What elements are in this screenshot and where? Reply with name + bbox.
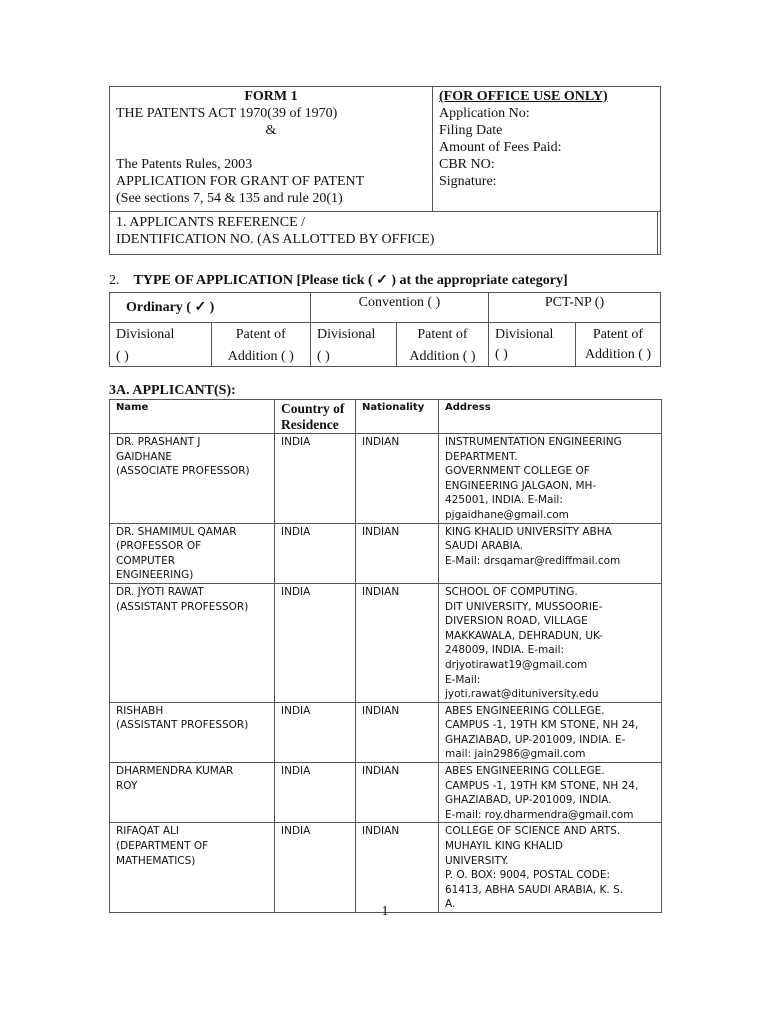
applicant-address: SCHOOL OF COMPUTING. DIT UNIVERSITY, MUSSOORIE- DIVERSION ROAD, VILLAGE MAKKAWALA, DEHRADUN, UK- 248009, INDIA. E-mail: drjyotirawat19@gmail.com E-Mail: jyoti.rawat@dituniversity.edu xyxy=(439,583,662,702)
applicant-country: INDIA xyxy=(275,763,356,823)
office-use-cell xyxy=(433,87,661,212)
applicant-country: INDIA xyxy=(275,523,356,583)
applicant-name: RIFAQAT ALI (DEPARTMENT OF MATHEMATICS) xyxy=(110,823,275,913)
table-row xyxy=(110,583,662,702)
table-row xyxy=(110,763,662,823)
table-row xyxy=(110,523,662,583)
page-number: 1 xyxy=(381,904,389,919)
reference-line-1: 1. APPLICANTS REFERENCE / xyxy=(116,215,306,230)
office-field: Amount of Fees Paid: xyxy=(439,140,562,155)
patents-act: THE PATENTS ACT 1970(39 of 1970) xyxy=(116,106,338,121)
convention-divisional[interactable]: Divisional ( ) xyxy=(311,323,397,367)
applicant-country: INDIA xyxy=(275,823,356,913)
table-row xyxy=(110,823,662,913)
applicant-country: INDIA xyxy=(275,434,356,524)
applicant-address: KING KHALID UNIVERSITY ABHA SAUDI ARABIA. E-Mail: drsqamar@rediffmail.com xyxy=(439,523,662,583)
application-title: APPLICATION FOR GRANT OF PATENT xyxy=(116,174,365,189)
sections-reference: (See sections 7, 54 & 135 and rule 20(1) xyxy=(116,191,343,206)
reference-line-2: IDENTIFICATION NO. (AS ALLOTTED BY OFFICE) xyxy=(116,232,435,247)
applicant-nationality: INDIAN xyxy=(356,702,439,762)
application-type-table xyxy=(109,292,661,367)
applicants-header-row xyxy=(110,400,662,434)
form-header-table xyxy=(109,86,661,255)
convention-option[interactable]: Convention ( ) xyxy=(311,293,489,323)
applicant-nationality: INDIAN xyxy=(356,583,439,702)
ordinary-patent-of-addition[interactable]: Patent of Addition ( ) xyxy=(211,323,310,367)
office-use-heading: (FOR OFFICE USE ONLY) xyxy=(439,89,608,104)
applicant-address: ABES ENGINEERING COLLEGE. CAMPUS -1, 19TH KM STONE, NH 24, GHAZIABAD, UP-201009, INDIA. E- mail: jain2986@gmail.com xyxy=(439,702,662,762)
type-of-application-heading xyxy=(109,272,568,289)
header-country: Country of Residence xyxy=(275,400,356,434)
patents-rules: The Patents Rules, 2003 xyxy=(116,157,253,172)
applicants-table xyxy=(109,399,662,913)
ordinary-option[interactable]: Ordinary ( ✓ ) xyxy=(110,293,311,323)
applicant-nationality: INDIAN xyxy=(356,823,439,913)
applicant-address: INSTRUMENTATION ENGINEERING DEPARTMENT. GOVERNMENT COLLEGE OF ENGINEERING JALGAON, MH- 425001, INDIA. E-Mail: pjgaidhane@gmail.com xyxy=(439,434,662,524)
applicant-name: DR. PRASHANT J GAIDHANE (ASSOCIATE PROFESSOR) xyxy=(110,434,275,524)
applicant-nationality: INDIAN xyxy=(356,763,439,823)
header-name: Name xyxy=(110,400,275,434)
form-title: FORM 1 xyxy=(244,89,298,104)
applicants-heading: 3A. APPLICANT(S): xyxy=(109,383,236,398)
office-field: CBR NO: xyxy=(439,157,495,172)
applicant-name: RISHABH (ASSISTANT PROFESSOR) xyxy=(110,702,275,762)
type-title-text: TYPE OF APPLICATION [Please tick ( ✓ ) at the appropriate category] xyxy=(133,273,568,288)
applicant-address: ABES ENGINEERING COLLEGE. CAMPUS -1, 19TH KM STONE, NH 24, GHAZIABAD, UP-201009, INDIA. E-mail: roy.dharmendra@gmail.com xyxy=(439,763,662,823)
reference-value-cell xyxy=(657,212,660,255)
applicant-nationality: INDIAN xyxy=(356,434,439,524)
applicant-reference-cell xyxy=(110,212,658,255)
table-row xyxy=(110,434,662,524)
table-row xyxy=(110,702,662,762)
header-address: Address xyxy=(439,400,662,434)
convention-patent-of-addition[interactable]: Patent of Addition ( ) xyxy=(396,323,488,367)
applicant-address: COLLEGE OF SCIENCE AND ARTS. MUHAYIL KING KHALID UNIVERSITY. P. O. BOX: 9004, POSTAL CODE: 61413, ABHA SAUDI ARABIA, K. S. A. xyxy=(439,823,662,913)
office-field: Application No: xyxy=(439,106,530,121)
applicant-name: DR. JYOTI RAWAT (ASSISTANT PROFESSOR) xyxy=(110,583,275,702)
applicant-nationality: INDIAN xyxy=(356,523,439,583)
applicant-country: INDIA xyxy=(275,583,356,702)
pct-np-option[interactable]: PCT-NP () xyxy=(489,293,661,323)
section-number: 2. xyxy=(109,273,120,288)
applicant-name: DHARMENDRA KUMAR ROY xyxy=(110,763,275,823)
office-field: Signature: xyxy=(439,174,497,189)
ampersand: & xyxy=(265,123,277,138)
form-title-cell xyxy=(110,87,433,212)
applicant-country: INDIA xyxy=(275,702,356,762)
header-nationality: Nationality xyxy=(356,400,439,434)
ordinary-divisional[interactable]: Divisional ( ) xyxy=(110,323,212,367)
office-field: Filing Date xyxy=(439,123,503,138)
pct-patent-of-addition[interactable]: Patent of Addition ( ) xyxy=(576,323,661,367)
applicant-name: DR. SHAMIMUL QAMAR (PROFESSOR OF COMPUTER ENGINEERING) xyxy=(110,523,275,583)
pct-divisional[interactable]: Divisional ( ) xyxy=(489,323,576,367)
